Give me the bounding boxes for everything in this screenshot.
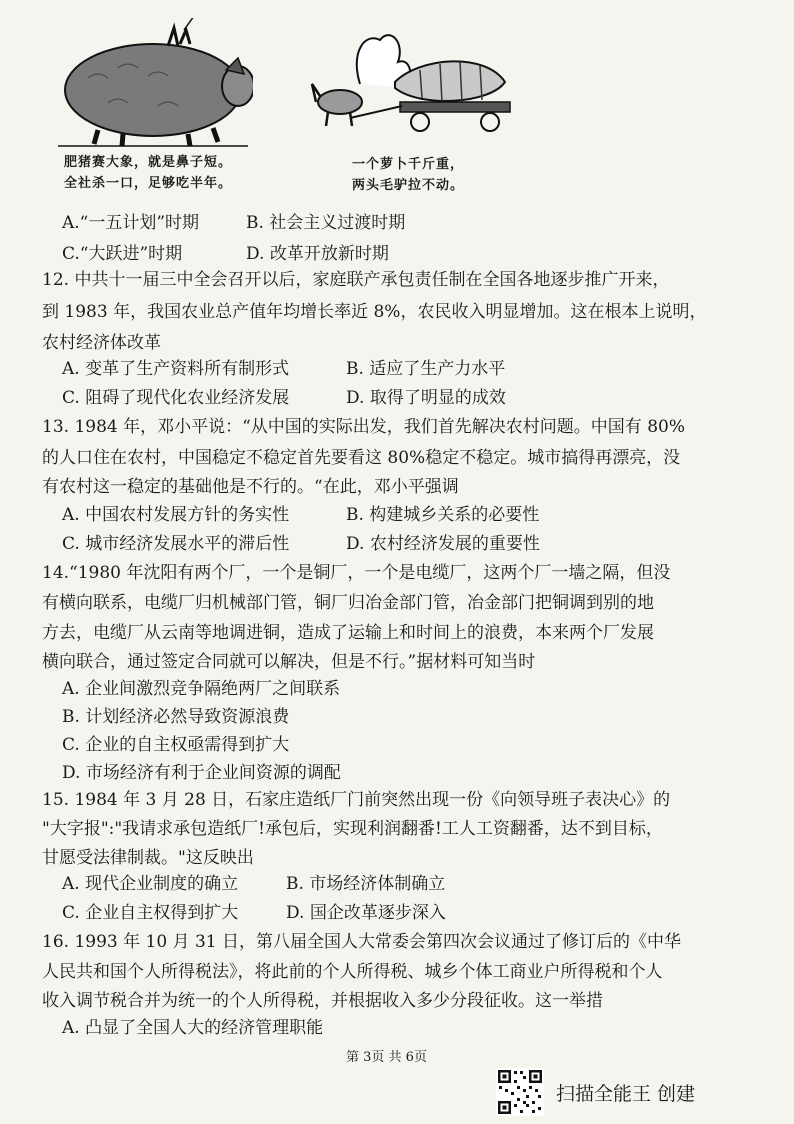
camscanner-watermark: 扫描全能王 创建 [556,1083,696,1105]
radish-caption [352,154,464,196]
q13-option-a: A. 中国农村发展方针的务实性 [62,505,290,525]
page-number: 第 3页 共 6页 [346,1050,427,1065]
q14-option-c: C. 企业的自主权亟需得到扩大 [62,735,290,755]
q13-option-d: D. 农村经济发展的重要性 [346,534,540,554]
cart-wheel-right [481,113,499,131]
q13-stem-line-1: 13. 1984 年，邓小平说：“从中国的实际出发，我们首先解决农村问题。中国有 80% [42,417,685,437]
q11-option-a: A.“一五计划”时期 [62,213,200,233]
q15-option-c: C. 企业自主权得到扩大 [62,903,239,923]
qr-code-icon [496,1068,544,1116]
q16-stem-line-2: 人民共和国个人所得税法》，将此前的个人所得税、城乡个体工商业户所得税和个人 [42,962,663,982]
q15-stem-line-3: 甘愿受法律制裁。"这反映出 [42,848,254,868]
pig-caption-line-1: 肥猪赛大象，就是鼻子短。 [64,155,233,170]
q15-stem-line-1: 15. 1984 年 3 月 28 日，石家庄造纸厂门前突然出现一份《向领导班子表决心》的 [42,790,671,810]
q14-option-b: B. 计划经济必然导致资源浪费 [62,707,290,727]
q14-option-a: A. 企业间激烈竞争隔绝两厂之间联系 [62,679,341,699]
q16-stem-line-3: 收入调节税合并为统一的个人所得税，并根据收入多少分段征收。这一举措 [42,991,603,1011]
pig-cartoon [48,18,253,148]
radish-on-cart [395,61,505,101]
q13-stem-line-3: 有农村这一稳定的基础他是不行的。“在此，邓小平强调 [42,477,459,497]
q11-option-d: D. 改革开放新时期 [246,244,389,264]
q12-option-b: B. 适应了生产力水平 [346,359,506,379]
q15-stem-line-2: "大字报":"我请求承包造纸厂!承包后，实现利润翻番!工人工资翻番，达不到目标， [42,819,663,839]
q14-stem-line-3: 方去，电缆厂从云南等地调进铜，造成了运输上和时间上的浪费，本来两个厂发展 [42,623,654,643]
q14-stem-line-2: 有横向联系，电缆厂归机械部门管，铜厂归冶金部门管，冶金部门把铜调到别的地 [42,593,654,613]
q14-stem-line-1: 14.“1980 年沈阳有两个厂，一个是铜厂，一个是电缆厂，这两个厂一墙之隔，但没 [42,563,671,583]
people-on-back [168,28,190,46]
q12-stem-line-2: 到 1983 年，我国农业总产值年均增长率近 8%，农民收入明显增加。这在根本上说明， [42,302,707,322]
pig-body [65,44,241,136]
q12-option-c: C. 阻碍了现代化农业经济发展 [62,388,290,408]
q11-option-c: C.“大跃进”时期 [62,244,183,264]
radish-cart-cartoon [310,22,520,140]
q12-option-d: D. 取得了明显的成效 [346,388,506,408]
q13-option-c: C. 城市经济发展水平的滞后性 [62,534,290,554]
q16-option-a: A. 凸显了全国人大的经济管理职能 [62,1018,324,1038]
radish-caption-line-2: 两头毛驴拉不动。 [352,178,465,193]
q15-option-a: A. 现代企业制度的确立 [62,874,239,894]
q15-option-d: D. 国企改革逐步深入 [286,903,446,923]
q13-option-b: B. 构建城乡关系的必要性 [346,505,540,525]
radish-caption-line-1: 一个萝卜千斤重， [352,157,465,172]
pig-caption [64,152,232,194]
cart-bed [400,102,510,112]
q12-stem-line-1: 12. 中共十一届三中全会召开以后，家庭联产承包责任制在全国各地逐步推广开来， [42,270,670,290]
q15-option-b: B. 市场经济体制确立 [286,874,446,894]
q11-option-b: B. 社会主义过渡时期 [246,213,406,233]
q12-option-a: A. 变革了生产资料所有制形式 [62,359,290,379]
q13-stem-line-2: 的人口住在农村，中国稳定不稳定首先要看这 80%稳定不稳定。城市搞得再漂亮，没 [42,448,681,468]
cart-wheel-left [411,113,429,131]
q14-option-d: D. 市场经济有利于企业间资源的调配 [62,763,341,783]
donkey-body [318,90,362,114]
q14-stem-line-4: 横向联合，通过签定合同就可以解决，但是不行。”据材料可知当时 [42,652,536,672]
q16-stem-line-1: 16. 1993 年 10 月 31 日，第八届全国人大常委会第四次会议通过了修订后的《中华 [42,932,681,952]
flag-pole [184,18,194,30]
pig-caption-line-2: 全社杀一口，足够吃半年。 [64,176,233,191]
q12-stem-line-3: 农村经济体改革 [42,333,161,353]
